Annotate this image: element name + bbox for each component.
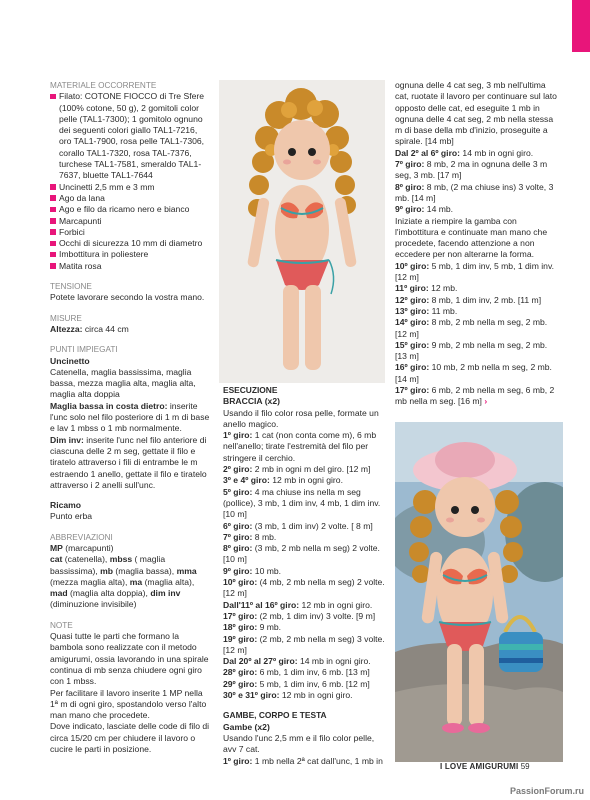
round-row: 15º giro: 9 mb, 2 mb nella m seg, 2 mb. [13 m] xyxy=(395,339,548,362)
material-item: Matita rosa xyxy=(50,261,212,272)
material-item: Filato: COTONE FIOCCO di Tre Sfere (100% cotone, 50 g), 2 gomitoli color pelle (TAL1-7300); 1 gomitolo ognuno dei seguenti colori giallo TAL1-7216, oro TAL1-7900, rosa pelle TAL1-7306, corallo TAL1-7320, rosa TAL-7376, turchese TAL1-7581, smeraldo TAL1-7637, bluette TAL1-7644 xyxy=(50,91,212,181)
round-row: 19º giro: (2 mb, 2 mb nella m seg) 3 volte. [12 m] xyxy=(223,633,385,655)
round-row: 14º giro: 8 mb, 2 mb nella m seg, 2 mb. [12 m] xyxy=(395,317,548,339)
round-row: Dall'11º al 16º giro: 12 mb in ogni giro. xyxy=(223,599,373,610)
doll-standing-illustration xyxy=(395,422,563,762)
round-row: 1º giro: 1 mb nella 2ª cat dall'unc, 1 mb in xyxy=(223,755,383,766)
round-row: 17º giro: (2 mb, 1 dim inv) 3 volte. [9 m] xyxy=(223,610,376,621)
blo-text: Maglia bassa in costa dietro: inserite l'unc solo nel filo posteriore di 1 m di base e lav 1 mbss o 1 mb normalmente. xyxy=(50,400,210,434)
size-text: Altezza: circa 44 cm xyxy=(50,323,129,334)
material-item: Ago da lana xyxy=(50,193,212,204)
round-row: Dal 2º al 6º giro: 14 mb in ogni giro. xyxy=(395,147,534,158)
legs-heading: GAMBE, CORPO E TESTA xyxy=(223,710,327,721)
continue-arrow-icon: › xyxy=(484,396,488,407)
column-middle xyxy=(223,385,389,767)
round-row: 8º giro: (3 mb, 2 mb nella m seg) 2 volte. [10 m] xyxy=(223,543,380,565)
dec-text: Dim inv: inserite l'unc nel filo anteriore di ciascuna delle 2 m seg, gettate il filo e tiratelo attraverso i fili di entrambe le m estraendo 1 anello, gettate il filo e tiratelo attraverso i 2 anelli sull'unc. xyxy=(50,434,207,490)
round-row: 16º giro: 10 mb, 2 mb nella m seg, 2 mb. [14 m] xyxy=(395,362,552,384)
crochet-title: Uncinetto xyxy=(50,355,90,366)
materials-heading: MATERIALE OCCORRENTE xyxy=(50,81,157,90)
arms-title: BRACCIA (x2) xyxy=(223,396,280,407)
notes-paragraph: Dove indicato, lasciate delle code di filo di circa 15/20 cm per chiudere il lavoro o cucire le parti in posizione. xyxy=(50,721,210,755)
execution-heading: ESECUZIONE xyxy=(223,385,278,395)
continued-intro: ognuna delle 4 cat seg, 3 mb nell'ultima cat, ruotate il lavoro per continuare sul lato opposto delle cat, ed eseguite 1 mb in ognuna delle 4 cat seg, 2 mb nella stessa m di base della mb d'inizio, proseguite a spirale. [14 mb] xyxy=(395,80,557,147)
crochet-text: Catenella, maglia bassissima, maglia bassa, mezza maglia alta, maglia alta, maglia alta doppia xyxy=(50,366,196,400)
round-row: Dal 20º al 27º giro: 14 mb in ogni giro. xyxy=(223,656,371,667)
round-row: 29º giro: 5 mb, 1 dim inv, 6 mb. [12 m] xyxy=(223,678,370,689)
round-row: 1º giro: 1 cat (non conta come m), 6 mb nell'anello; tirate l'estremità del filo per stringere il cerchio. xyxy=(223,430,377,463)
magazine-name: I LOVE AMIGURUMI xyxy=(440,762,519,771)
arms-intro: Usando il filo color rosa pelle, formate un anello magico. xyxy=(223,407,379,429)
material-item: Imbottitura in poliestere xyxy=(50,249,212,260)
round-row: 10º giro: (4 mb, 2 mb nella m seg) 2 volte. [12 m] xyxy=(223,577,385,599)
column-left xyxy=(50,80,212,755)
round-row: 13º giro: 11 mb. xyxy=(395,305,458,316)
doll-lying-illustration xyxy=(219,80,385,383)
round-row: 18º giro: 9 mb. xyxy=(223,622,282,633)
material-item: Marcapunti xyxy=(50,216,212,227)
size-heading: MISURE xyxy=(50,313,82,323)
stitches-heading: PUNTI IMPIEGATI xyxy=(50,345,118,355)
round-row: 7º giro: 8 mb. xyxy=(223,531,277,542)
embroidery-text: Punto erba xyxy=(50,511,93,522)
page-footer xyxy=(440,762,530,771)
round-row: 7º giro: 8 mb, 2 ma in ognuna delle 3 m seg, 3 mb. [17 m] xyxy=(395,159,548,181)
embroidery-title: Ricamo xyxy=(50,500,82,511)
stuffing-note: Iniziate a riempire la gamba con l'imbottitura e continuate man mano che procedete, facendo attenzione a non eccedere per non alterarne la forma. xyxy=(395,215,548,260)
doll-standing-photo xyxy=(395,422,563,762)
notes-paragraph: Quasi tutte le parti che formano la bambola sono realizzate con il metodo amigurumi, ossia lavorando in una spirale continua di mb senza chiudere ogni giro con 1 mbss. xyxy=(50,631,209,687)
round-row: 2º giro: 2 mb in ogni m del giro. [12 m] xyxy=(223,464,371,475)
round-row: 6º giro: (3 mb, 1 dim inv) 2 volte. [ 8 m] xyxy=(223,520,373,531)
round-row: 9º giro: 10 mb. xyxy=(223,565,282,576)
material-item: Occhi di sicurezza 10 mm di diametro xyxy=(50,238,212,249)
round-row: 10º giro: 5 mb, 1 dim inv, 5 mb, 1 dim inv. [12 m] xyxy=(395,260,554,283)
abbreviations-text: MP (marcapunti) cat (catenella), mbss ( maglia bassissima), mb (maglia bassa), mma (mezza maglia alta), ma (maglia alta), mad (maglia alta doppia), dim inv (diminuzione invisibile) xyxy=(50,542,197,610)
round-row: 3º e 4º giro: 12 mb in ogni giro. xyxy=(223,475,343,486)
material-item: Uncinetti 2,5 mm e 3 mm xyxy=(50,182,212,193)
notes-paragraph: Per facilitare il lavoro inserite 1 MP nella 1ª m di ogni giro, spostandolo verso l'alto man mano che procedete. xyxy=(50,687,207,721)
tension-heading: TENSIONE xyxy=(50,282,92,292)
legs-intro: Usando l'unc 2,5 mm e il filo color pelle, avv 7 cat. xyxy=(223,732,375,755)
material-item: Ago e filo da ricamo nero e bianco xyxy=(50,204,212,215)
round-row: 8º giro: 8 mb, (2 ma chiuse ins) 3 volte, 3 mb. [14 m] xyxy=(395,181,554,203)
round-row: 28º giro: 6 mb, 1 dim inv, 6 mb. [13 m] xyxy=(223,667,370,678)
material-item: Forbici xyxy=(50,227,212,238)
round-row: 5º giro: 4 ma chiuse ins nella m seg (pollice), 3 mb, 1 dim inv, 4 mb, 1 dim inv. [10 m] xyxy=(223,486,381,520)
page-edge-tab xyxy=(572,0,590,52)
abbreviations-heading: ABBREVIAZIONI xyxy=(50,532,113,542)
doll-lying-photo xyxy=(219,80,385,383)
page-number: 59 xyxy=(520,762,530,771)
round-row: 17º giro: 6 mb, 2 mb nella m seg, 6 mb, 2 mb nella m seg. [16 m] › xyxy=(395,385,555,407)
watermark: PassionForum.ru xyxy=(509,786,584,796)
tension-text: Potete lavorare secondo la vostra mano. xyxy=(50,292,205,303)
round-row: 11º giro: 12 mb. xyxy=(395,283,458,294)
legs-title: Gambe (x2) xyxy=(223,721,270,732)
round-row: 30º e 31º giro: 12 mb in ogni giro. xyxy=(223,690,353,701)
column-right xyxy=(395,80,561,408)
round-row: 9º giro: 14 mb. xyxy=(395,204,454,215)
notes-heading: NOTE xyxy=(50,620,73,630)
round-row: 12º giro: 8 mb, 1 dim inv, 2 mb. [11 m] xyxy=(395,294,542,305)
